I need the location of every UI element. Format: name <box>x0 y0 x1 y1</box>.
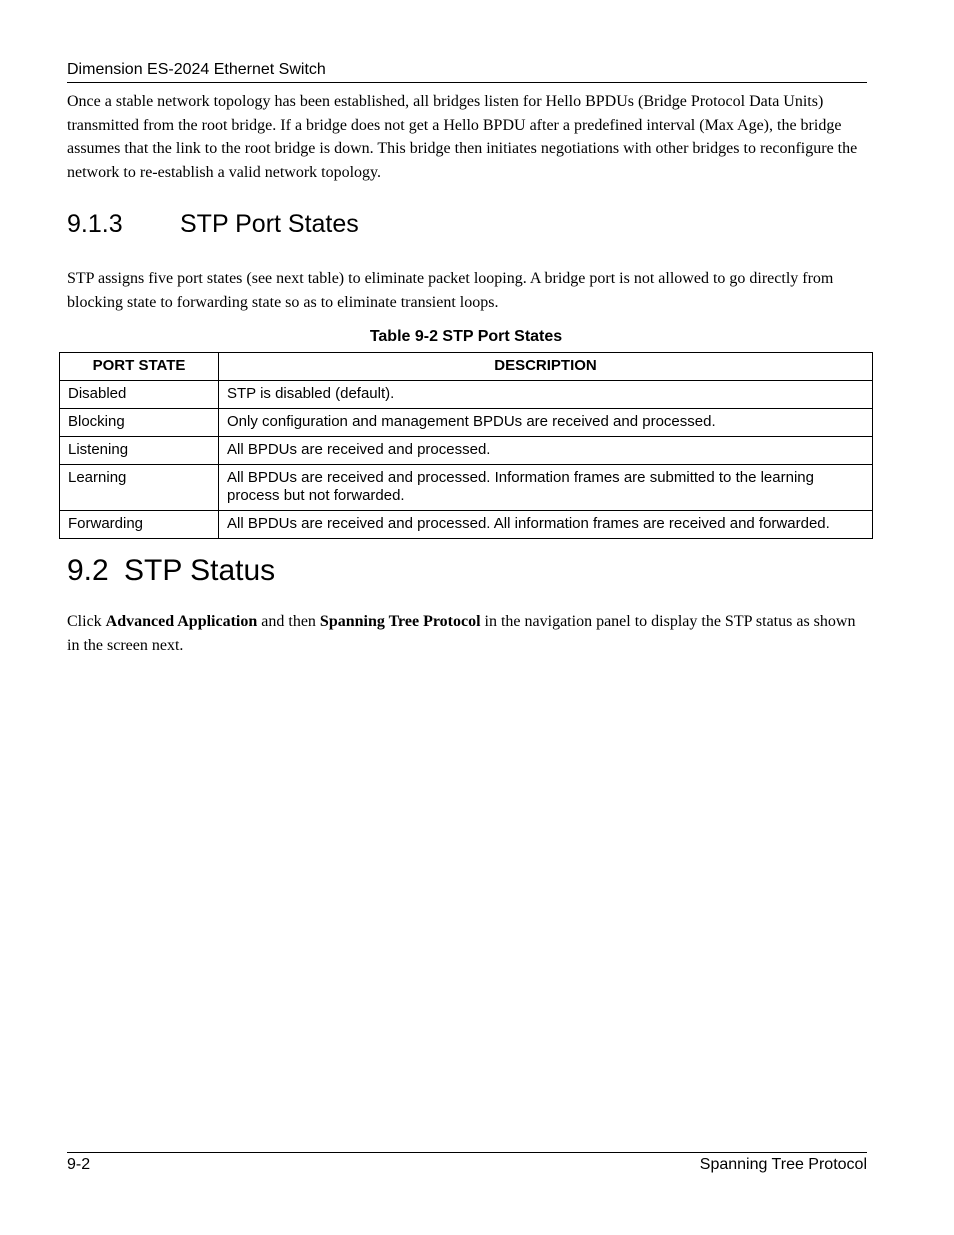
stp-status-paragraph <box>67 610 867 657</box>
table-caption: Table 9-2 STP Port States <box>369 328 563 345</box>
column-header-port-state: PORT STATE <box>60 353 219 381</box>
description-cell: STP is disabled (default). <box>219 381 873 409</box>
description-cell: Only configuration and management BPDUs are received and processed. <box>219 409 873 437</box>
port-state-cell: Learning <box>60 465 219 511</box>
column-header-description: DESCRIPTION <box>219 353 873 381</box>
ui-term-advanced-application: Advanced Application <box>105 613 258 630</box>
section-title: STP Status <box>124 554 276 587</box>
port-state-cell: Disabled <box>60 381 219 409</box>
page-number: 9-2 <box>67 1156 91 1173</box>
port-state-cell: Blocking <box>60 409 219 437</box>
text-run: and then <box>257 613 320 630</box>
description-cell: All BPDUs are received and processed. Information frames are submitted to the learning process but not forwarded. <box>219 465 873 511</box>
intro-paragraph: Once a stable network topology has been established, all bridges listen for Hello BPDUs (Bridge Protocol Data Units) transmitted from the root bridge. If a bridge does not get a Hello BPDU after a predefined interval (Max Age), the bridge assumes that the link to the root bridge is down. This bridge then initiates negotiations with other bridges to reconfigure the network to re-establish a valid network topology. <box>67 93 858 181</box>
port-state-cell: Listening <box>60 437 219 465</box>
section-number: 9.1.3 <box>67 210 123 238</box>
section-heading-913 <box>67 208 359 240</box>
port-state-cell: Forwarding <box>60 511 219 539</box>
table-header-row <box>60 353 873 381</box>
text-run: Click <box>67 613 106 630</box>
table-row <box>60 409 873 437</box>
section-title: STP Port States <box>180 210 359 238</box>
chapter-title: Spanning Tree Protocol <box>699 1156 867 1173</box>
table-row <box>60 381 873 409</box>
table-row <box>60 465 873 511</box>
document-title: Dimension ES-2024 Ethernet Switch <box>67 61 326 78</box>
text-run: in the navigation panel to display the STP status as shown in the screen next. <box>67 613 856 654</box>
description-cell: All BPDUs are received and processed. All information frames are received and forwarded. <box>219 511 873 539</box>
section-number: 9.2 <box>67 554 109 587</box>
port-states-table <box>59 352 873 539</box>
port-states-paragraph: STP assigns five port states (see next table) to eliminate packet looping. A bridge port is not allowed to go directly from blocking state to forwarding state so as to eliminate transient loops. <box>67 270 834 311</box>
running-footer <box>67 1152 867 1175</box>
section-heading-92 <box>67 552 275 590</box>
table-row <box>60 511 873 539</box>
running-header <box>67 60 867 83</box>
table-row <box>60 437 873 465</box>
ui-term-spanning-tree-protocol: Spanning Tree Protocol <box>319 613 481 630</box>
description-cell: All BPDUs are received and processed. <box>219 437 873 465</box>
